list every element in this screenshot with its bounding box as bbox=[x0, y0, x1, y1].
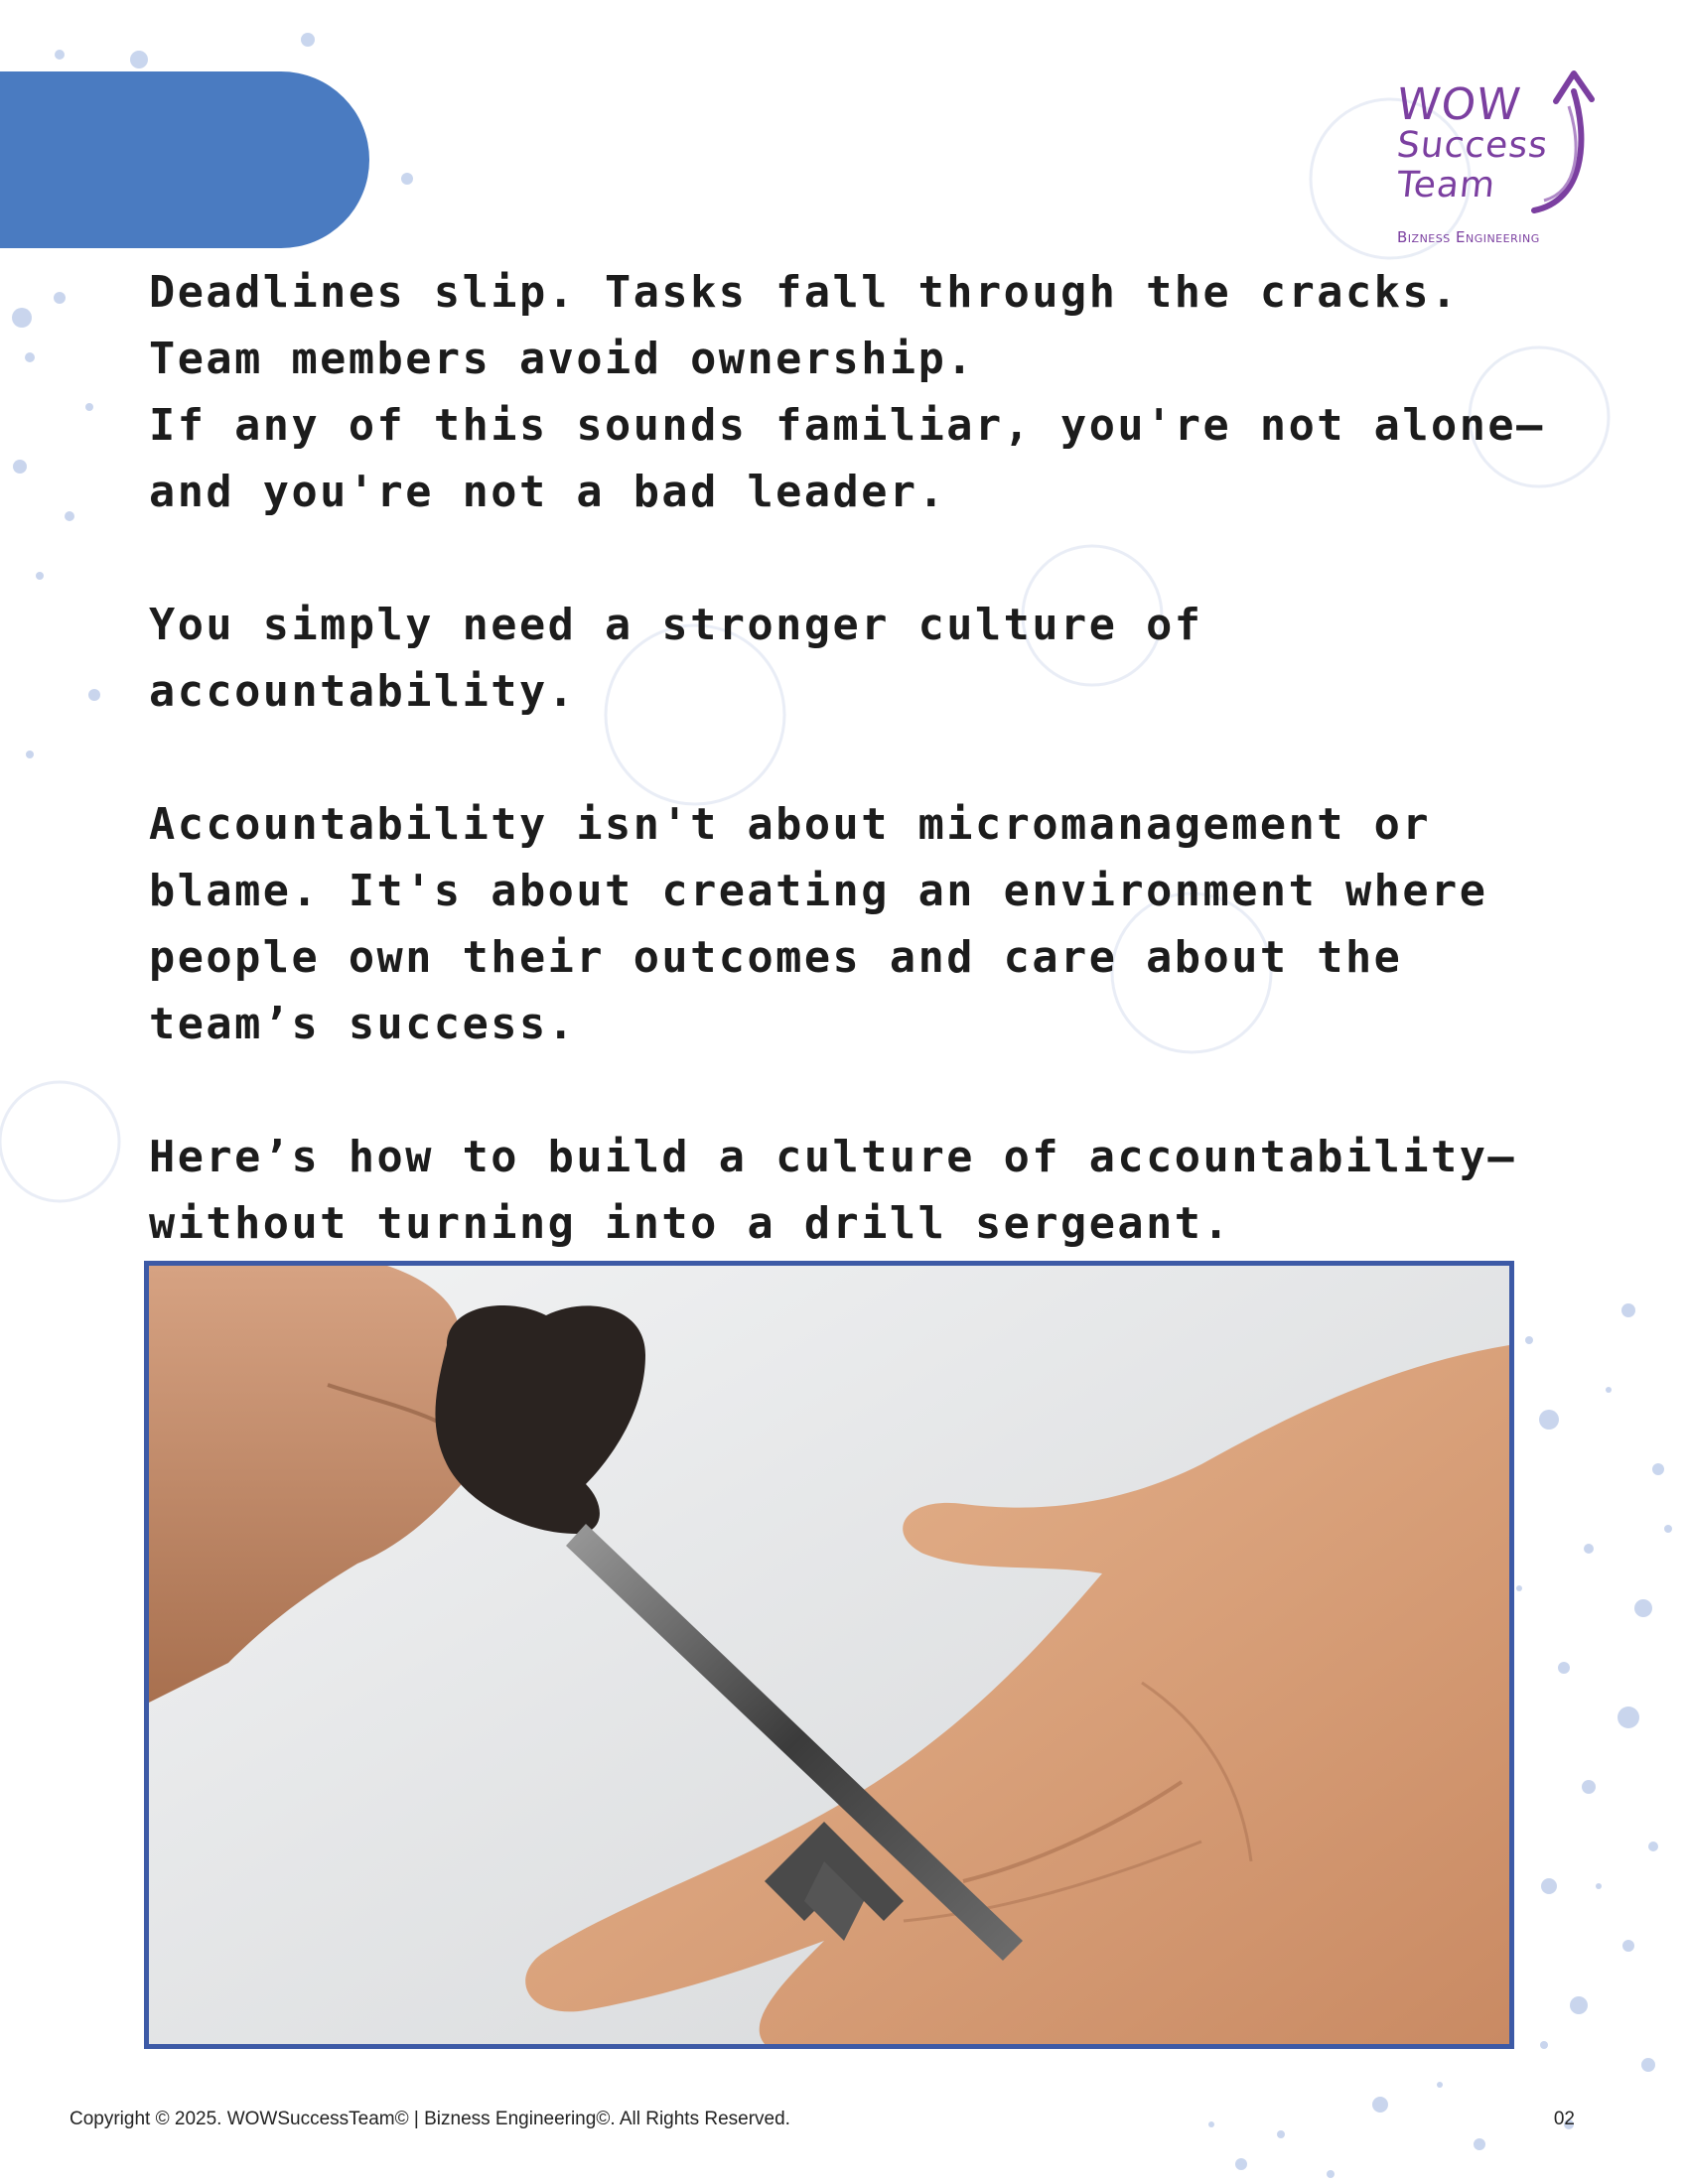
text-line: You simply need a stronger culture of bbox=[149, 601, 1203, 650]
text-line: Team members avoid ownership. bbox=[149, 335, 975, 384]
text-line: accountability. bbox=[149, 667, 577, 717]
logo-word-1: WOW bbox=[1394, 79, 1524, 130]
text-line: team’s success. bbox=[149, 1000, 577, 1049]
text-line: If any of this sounds familiar, you're not alone— bbox=[149, 401, 1545, 451]
text-line: Accountability isn't about micromanagement or bbox=[149, 800, 1432, 850]
paragraph bbox=[149, 260, 1545, 526]
text-line: Here’s how to build a culture of accountability— bbox=[149, 1133, 1517, 1182]
body-text bbox=[149, 260, 1545, 1258]
text-line: blame. It's about creating an environment where bbox=[149, 867, 1488, 916]
paragraph bbox=[149, 593, 1499, 726]
header-accent-tab bbox=[0, 71, 369, 248]
key-handoff-illustration bbox=[149, 1266, 1509, 2044]
text-line: and you're not a bad leader. bbox=[149, 468, 947, 517]
text-line: Deadlines slip. Tasks fall through the cracks. bbox=[149, 268, 1460, 318]
page-number: 02 bbox=[1553, 2109, 1575, 2129]
logo-word-2: Success bbox=[1394, 125, 1551, 166]
text-line: people own their outcomes and care about the bbox=[149, 933, 1403, 983]
text-line: without turning into a drill sergeant. bbox=[149, 1199, 1232, 1249]
copyright-text: Copyright © 2025. WOWSuccessTeam© | Bizness Engineering©. All Rights Reserved. bbox=[70, 2109, 790, 2129]
logo-tagline: Bizness Engineering bbox=[1397, 228, 1540, 246]
paragraph bbox=[149, 1125, 1517, 1258]
key-handoff-photo bbox=[144, 1261, 1514, 2049]
paragraph bbox=[149, 792, 1499, 1058]
logo-word-3: Team bbox=[1394, 165, 1498, 205]
brand-logo bbox=[1385, 62, 1614, 260]
